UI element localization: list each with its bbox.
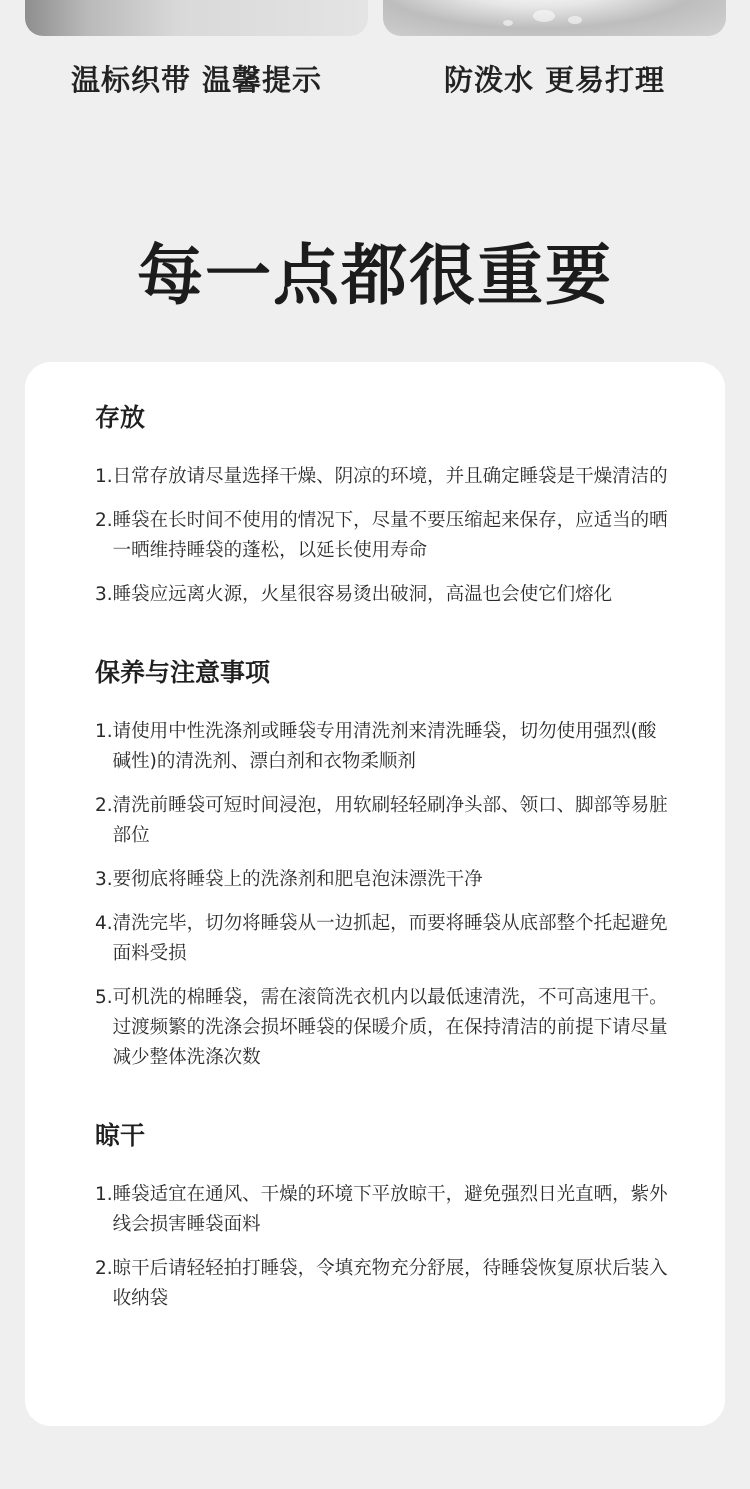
- water-repellent-photo: [383, 0, 726, 36]
- item-number: 2.: [95, 795, 113, 816]
- photo-strip: [0, 0, 750, 36]
- caption-label-strap: 温标织带 温馨提示: [70, 63, 323, 97]
- item-text: 要彻底将睡袋上的洗涤剂和肥皂泡沫漂洗干净: [112, 869, 483, 890]
- caption-water-repellent: 防泼水 更易打理: [443, 63, 666, 97]
- section-drying: [95, 1120, 671, 1314]
- list-item: [95, 909, 671, 969]
- item-number: 3.: [95, 869, 113, 890]
- item-text: 清洗前睡袋可短时间浸泡，用软刷轻轻刷净头部、领口、脚部等易脏部位: [112, 795, 668, 846]
- section-title: 存放: [95, 403, 146, 432]
- item-text: 睡袋应远离火源，火星很容易烫出破洞，高温也会使它们熔化: [112, 584, 613, 605]
- section-care-notes: [95, 657, 671, 1073]
- item-text: 晾干后请轻轻拍打睡袋，令填充物充分舒展，待睡袋恢复原状后装入收纳袋: [112, 1258, 668, 1309]
- item-text: 日常存放请尽量选择干燥、阴凉的环境，并且确定睡袋是干燥清洁的: [112, 466, 668, 487]
- item-number: 2.: [95, 510, 113, 531]
- item-number: 1.: [95, 466, 113, 487]
- item-number: 4.: [95, 913, 113, 934]
- item-text: 可机洗的棉睡袋，需在滚筒洗衣机内以最低速清洗，不可高速甩干。过渡频繁的洗涤会损坏睡袋的保暖介质，在保持清洁的前提下请尽量减少整体洗涤次数: [112, 987, 668, 1068]
- page-title: 每一点都很重要: [137, 237, 613, 314]
- item-text: 睡袋在长时间不使用的情况下，尽量不要压缩起来保存，应适当的晒一晒维持睡袋的蓬松，以延长使用寿命: [112, 510, 668, 561]
- item-text: 请使用中性洗涤剂或睡袋专用清洗剂来清洗睡袋，切勿使用强烈(酸碱性)的清洗剂、漂白剂和衣物柔顺剂: [112, 721, 657, 772]
- label-strap-photo: [25, 0, 368, 36]
- section-title: 保养与注意事项: [95, 658, 271, 687]
- list-item: [95, 791, 671, 851]
- section-title: 晾干: [95, 1121, 146, 1150]
- list-item: [95, 462, 671, 492]
- list-item: [95, 1180, 671, 1240]
- section-storage: [95, 402, 671, 610]
- list-item: [95, 580, 671, 610]
- item-number: 1.: [95, 1184, 113, 1205]
- list-item: [95, 1254, 671, 1314]
- list-item: [95, 506, 671, 566]
- list-item: [95, 983, 671, 1073]
- item-number: 1.: [95, 721, 113, 742]
- list-item: [95, 865, 671, 895]
- list-item: [95, 717, 671, 777]
- photo-captions: [0, 58, 750, 102]
- care-instructions-card: [25, 362, 725, 1426]
- item-text: 睡袋适宜在通风、干燥的环境下平放晾干，避免强烈日光直晒，紫外线会损害睡袋面料: [112, 1184, 668, 1235]
- item-number: 2.: [95, 1258, 113, 1279]
- item-number: 5.: [95, 987, 113, 1008]
- item-text: 清洗完毕，切勿将睡袋从一边抓起，而要将睡袋从底部整个托起避免面料受损: [112, 913, 668, 964]
- item-number: 3.: [95, 584, 113, 605]
